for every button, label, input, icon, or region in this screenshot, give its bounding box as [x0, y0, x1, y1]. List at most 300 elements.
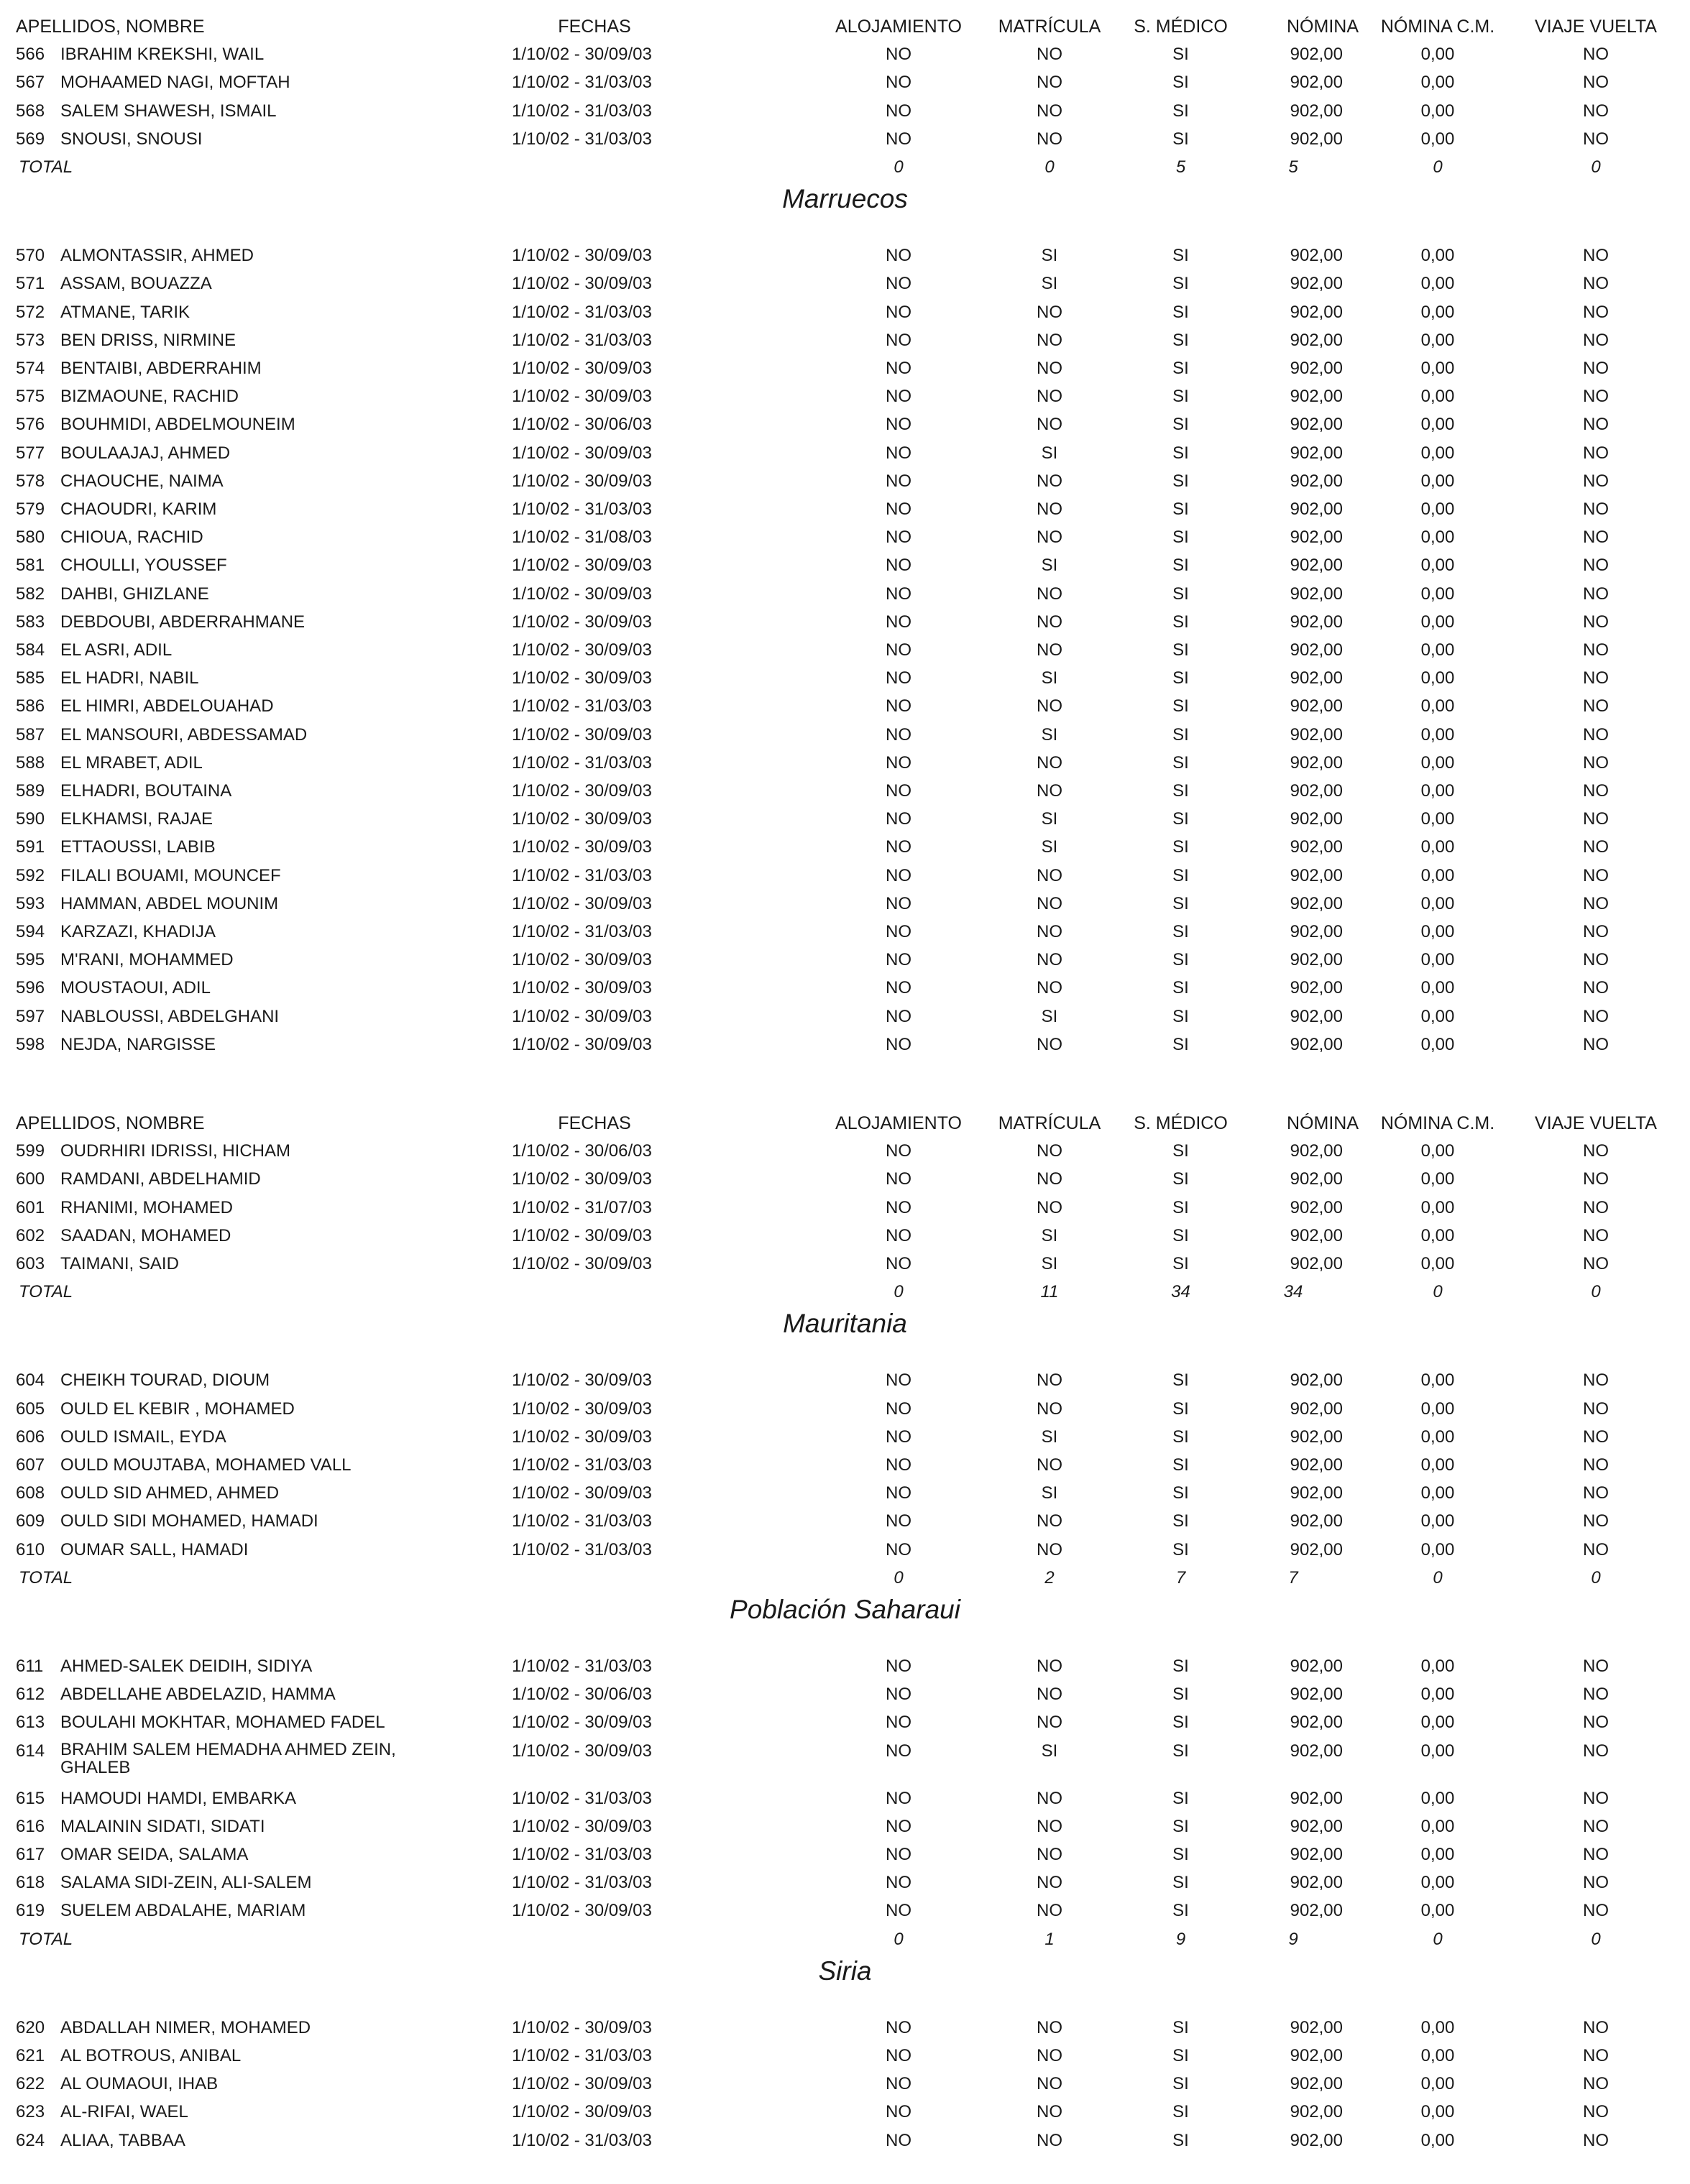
row-nomina: 902,00: [1290, 922, 1343, 941]
row-number: 596: [16, 978, 45, 998]
row-nomina: 902,00: [1290, 527, 1343, 548]
row-matricula: NO: [1037, 584, 1062, 604]
row-number: 575: [16, 387, 45, 407]
row-name: FILALI BOUAMI, MOUNCEF: [60, 865, 281, 885]
row-dates: 1/10/02 - 30/09/03: [512, 1427, 652, 1447]
row-number: 604: [16, 1370, 45, 1391]
row-nomina-cm: 0,00: [1420, 246, 1455, 266]
row-dates: 1/10/02 - 30/09/03: [512, 1901, 652, 1921]
row-number: 599: [16, 1141, 45, 1161]
row-dates: 1/10/02 - 30/09/03: [512, 837, 652, 857]
row-name: RHANIMI, MOHAMED: [60, 1197, 233, 1217]
row-nomina: 902,00: [1290, 809, 1343, 829]
row-nomina: 902,00: [1290, 1427, 1343, 1447]
row-dates: 1/10/02 - 30/09/03: [512, 668, 652, 688]
header-alojamiento: ALOJAMIENTO: [835, 1113, 962, 1133]
row-matricula: NO: [1037, 612, 1062, 632]
row-dates: 1/10/02 - 30/09/03: [512, 1713, 652, 1733]
total-value: 0: [1591, 1929, 1601, 1949]
row-nomina-cm: 0,00: [1420, 978, 1455, 998]
row-matricula: NO: [1037, 1169, 1062, 1189]
row-s-medico: SI: [1172, 387, 1189, 407]
row-nomina: 902,00: [1290, 950, 1343, 970]
row-nomina-cm: 0,00: [1420, 443, 1455, 463]
row-s-medico: SI: [1172, 1685, 1189, 1705]
row-viaje-vuelta: NO: [1583, 668, 1609, 688]
row-s-medico: SI: [1172, 2046, 1189, 2065]
row-viaje-vuelta: NO: [1583, 1901, 1609, 1921]
row-number: 573: [16, 330, 45, 350]
row-s-medico: SI: [1172, 1370, 1189, 1391]
row-viaje-vuelta: NO: [1583, 527, 1609, 548]
total-row: [0, 157, 1690, 185]
row-name: BOULAHI MOKHTAR, MOHAMED FADEL: [60, 1713, 385, 1733]
row-nomina-cm: 0,00: [1420, 724, 1455, 745]
table-row: [0, 499, 1690, 527]
row-nomina: 902,00: [1290, 2102, 1343, 2122]
row-viaje-vuelta: NO: [1583, 2130, 1609, 2150]
row-name: OULD SIDI MOHAMED, HAMADI: [60, 1511, 318, 1531]
row-nomina: 902,00: [1290, 1816, 1343, 1836]
table-row: [0, 1253, 1690, 1281]
row-dates: 1/10/02 - 30/09/03: [512, 950, 652, 970]
row-alojamiento: NO: [886, 499, 911, 519]
row-name: EL HADRI, NABIL: [60, 668, 199, 688]
row-viaje-vuelta: NO: [1583, 1845, 1609, 1864]
row-name: MOUSTAOUI, ADIL: [60, 978, 211, 998]
row-name: DEBDOUBI, ABDERRAHMANE: [60, 612, 306, 632]
row-name: OUMAR SALL, HAMADI: [60, 1539, 249, 1559]
row-dates: 1/10/02 - 30/09/03: [512, 612, 652, 632]
row-name: KARZAZI, KHADIJA: [60, 922, 216, 941]
row-s-medico: SI: [1172, 1511, 1189, 1531]
row-viaje-vuelta: NO: [1583, 129, 1609, 149]
row-viaje-vuelta: NO: [1583, 1370, 1609, 1391]
row-nomina-cm: 0,00: [1420, 330, 1455, 350]
row-nomina: 902,00: [1290, 1006, 1343, 1026]
row-nomina-cm: 0,00: [1420, 1197, 1455, 1217]
row-nomina: 902,00: [1290, 1713, 1343, 1733]
row-alojamiento: NO: [886, 1539, 911, 1559]
header-nomina: NÓMINA: [1287, 1113, 1359, 1133]
header-dates: FECHAS: [558, 17, 631, 37]
row-name: SAADAN, MOHAMED: [60, 1225, 231, 1245]
row-matricula: SI: [1041, 1006, 1058, 1026]
table-row: [0, 1455, 1690, 1483]
row-name: M'RANI, MOHAMMED: [60, 950, 234, 970]
row-alojamiento: NO: [886, 1169, 911, 1189]
row-alojamiento: NO: [886, 1713, 911, 1733]
row-alojamiento: NO: [886, 584, 911, 604]
table-row: [0, 386, 1690, 414]
row-nomina: 902,00: [1290, 45, 1343, 65]
row-alojamiento: NO: [886, 1845, 911, 1864]
row-nomina-cm: 0,00: [1420, 2102, 1455, 2122]
row-number: 612: [16, 1685, 45, 1705]
row-nomina: 902,00: [1290, 865, 1343, 885]
row-viaje-vuelta: NO: [1583, 893, 1609, 913]
total-label: TOTAL: [19, 1929, 73, 1949]
row-matricula: NO: [1037, 1901, 1062, 1921]
total-value: 9: [1175, 1929, 1186, 1949]
row-nomina-cm: 0,00: [1420, 837, 1455, 857]
row-nomina-cm: 0,00: [1420, 101, 1455, 121]
row-dates: 1/10/02 - 30/09/03: [512, 1370, 652, 1391]
row-number: 618: [16, 1873, 45, 1893]
row-name: CHAOUDRI, KARIM: [60, 499, 217, 519]
row-dates: 1/10/02 - 30/09/03: [512, 781, 652, 801]
row-nomina-cm: 0,00: [1420, 612, 1455, 632]
row-name: CHAOUCHE, NAIMA: [60, 471, 224, 491]
row-nomina-cm: 0,00: [1420, 640, 1455, 660]
row-matricula: SI: [1041, 837, 1058, 857]
row-nomina-cm: 0,00: [1420, 809, 1455, 829]
total-value: 34: [1283, 1282, 1303, 1302]
total-value: 0: [1591, 1567, 1601, 1588]
row-s-medico: SI: [1172, 1225, 1189, 1245]
row-nomina-cm: 0,00: [1420, 359, 1455, 378]
row-dates: 1/10/02 - 30/06/03: [512, 1141, 652, 1161]
row-matricula: NO: [1037, 1685, 1062, 1705]
row-s-medico: SI: [1172, 2017, 1189, 2037]
row-dates: 1/10/02 - 30/09/03: [512, 1399, 652, 1419]
header-viaje-vuelta: VIAJE VUELTA: [1535, 17, 1657, 37]
row-viaje-vuelta: NO: [1583, 1685, 1609, 1705]
table-row: [0, 837, 1690, 865]
row-alojamiento: NO: [886, 752, 911, 773]
row-nomina-cm: 0,00: [1420, 556, 1455, 576]
header-alojamiento: ALOJAMIENTO: [835, 17, 962, 37]
row-dates: 1/10/02 - 31/03/03: [512, 302, 652, 322]
row-nomina-cm: 0,00: [1420, 1483, 1455, 1503]
row-nomina-cm: 0,00: [1420, 73, 1455, 93]
row-alojamiento: NO: [886, 415, 911, 435]
row-nomina: 902,00: [1290, 359, 1343, 378]
row-nomina-cm: 0,00: [1420, 1427, 1455, 1447]
row-nomina: 902,00: [1290, 499, 1343, 519]
row-nomina-cm: 0,00: [1420, 302, 1455, 322]
row-name: OUDRHIRI IDRISSI, HICHAM: [60, 1141, 291, 1161]
row-nomina-cm: 0,00: [1420, 129, 1455, 149]
table-row: [0, 527, 1690, 555]
table-row: [0, 1197, 1690, 1225]
row-matricula: NO: [1037, 471, 1062, 491]
row-name: CHOULLI, YOUSSEF: [60, 556, 227, 576]
row-matricula: NO: [1037, 1873, 1062, 1893]
row-nomina-cm: 0,00: [1420, 1370, 1455, 1391]
row-dates: 1/10/02 - 30/06/03: [512, 1685, 652, 1705]
table-row: [0, 780, 1690, 808]
row-alojamiento: NO: [886, 1427, 911, 1447]
table-row: [0, 2130, 1690, 2158]
row-viaje-vuelta: NO: [1583, 1399, 1609, 1419]
row-alojamiento: NO: [886, 978, 911, 998]
table-row: [0, 752, 1690, 780]
row-nomina: 902,00: [1290, 443, 1343, 463]
row-s-medico: SI: [1172, 556, 1189, 576]
header-name: APELLIDOS, NOMBRE: [16, 17, 205, 37]
row-viaje-vuelta: NO: [1583, 556, 1609, 576]
row-s-medico: SI: [1172, 2130, 1189, 2150]
table-row: [0, 1656, 1690, 1684]
row-s-medico: SI: [1172, 1901, 1189, 1921]
row-number: 605: [16, 1399, 45, 1419]
row-dates: 1/10/02 - 31/03/03: [512, 1455, 652, 1475]
row-viaje-vuelta: NO: [1583, 1034, 1609, 1054]
row-alojamiento: NO: [886, 1225, 911, 1245]
row-viaje-vuelta: NO: [1583, 1539, 1609, 1559]
row-nomina: 902,00: [1290, 752, 1343, 773]
row-nomina-cm: 0,00: [1420, 499, 1455, 519]
row-name: ELKHAMSI, RAJAE: [60, 809, 213, 829]
row-s-medico: SI: [1172, 612, 1189, 632]
row-nomina: 902,00: [1290, 1901, 1343, 1921]
header-matricula: MATRÍCULA: [998, 17, 1101, 37]
row-s-medico: SI: [1172, 1741, 1189, 1761]
table-row: [0, 977, 1690, 1005]
row-nomina-cm: 0,00: [1420, 2046, 1455, 2065]
row-nomina-cm: 0,00: [1420, 781, 1455, 801]
row-name: OULD EL KEBIR , MOHAMED: [60, 1399, 295, 1419]
row-viaje-vuelta: NO: [1583, 443, 1609, 463]
row-number: 590: [16, 809, 45, 829]
row-nomina-cm: 0,00: [1420, 45, 1455, 65]
row-nomina-cm: 0,00: [1420, 1713, 1455, 1733]
table-row: [0, 1399, 1690, 1427]
row-matricula: NO: [1037, 640, 1062, 660]
row-nomina-cm: 0,00: [1420, 1254, 1455, 1273]
row-matricula: NO: [1037, 527, 1062, 548]
column-header-row: [0, 1112, 1690, 1141]
row-s-medico: SI: [1172, 640, 1189, 660]
row-nomina: 902,00: [1290, 101, 1343, 121]
row-matricula: NO: [1037, 1034, 1062, 1054]
table-row: [0, 1900, 1690, 1928]
table-row: [0, 1141, 1690, 1169]
row-nomina-cm: 0,00: [1420, 2130, 1455, 2150]
row-nomina: 902,00: [1290, 129, 1343, 149]
row-nomina: 902,00: [1290, 387, 1343, 407]
row-name: AL BOTROUS, ANIBAL: [60, 2046, 242, 2065]
row-dates: 1/10/02 - 30/09/03: [512, 1254, 652, 1273]
row-nomina-cm: 0,00: [1420, 2074, 1455, 2094]
row-viaje-vuelta: NO: [1583, 302, 1609, 322]
table-row: [0, 273, 1690, 301]
row-matricula: NO: [1037, 2017, 1062, 2037]
row-viaje-vuelta: NO: [1583, 922, 1609, 941]
row-s-medico: SI: [1172, 1713, 1189, 1733]
row-viaje-vuelta: NO: [1583, 415, 1609, 435]
row-alojamiento: NO: [886, 1370, 911, 1391]
row-matricula: NO: [1037, 415, 1062, 435]
row-dates: 1/10/02 - 31/08/03: [512, 527, 652, 548]
row-alojamiento: NO: [886, 330, 911, 350]
row-matricula: SI: [1041, 724, 1058, 745]
row-matricula: NO: [1037, 2130, 1062, 2150]
row-dates: 1/10/02 - 31/03/03: [512, 129, 652, 149]
row-nomina: 902,00: [1290, 1511, 1343, 1531]
row-nomina: 902,00: [1290, 612, 1343, 632]
row-dates: 1/10/02 - 30/09/03: [512, 246, 652, 266]
row-number: 595: [16, 950, 45, 970]
row-matricula: NO: [1037, 73, 1062, 93]
row-alojamiento: NO: [886, 1197, 911, 1217]
row-nomina: 902,00: [1290, 1197, 1343, 1217]
row-viaje-vuelta: NO: [1583, 752, 1609, 773]
row-s-medico: SI: [1172, 471, 1189, 491]
total-value: 0: [1591, 157, 1601, 177]
row-alojamiento: NO: [886, 2046, 911, 2065]
row-s-medico: SI: [1172, 1399, 1189, 1419]
row-nomina: 902,00: [1290, 1539, 1343, 1559]
row-s-medico: SI: [1172, 781, 1189, 801]
row-name: EL MANSOURI, ABDESSAMAD: [60, 724, 308, 745]
row-name: OULD SID AHMED, AHMED: [60, 1483, 280, 1503]
total-value: 0: [1591, 1282, 1601, 1302]
row-s-medico: SI: [1172, 1427, 1189, 1447]
row-viaje-vuelta: NO: [1583, 330, 1609, 350]
row-dates: 1/10/02 - 30/09/03: [512, 1169, 652, 1189]
row-number: 576: [16, 415, 45, 435]
row-matricula: NO: [1037, 922, 1062, 941]
row-nomina-cm: 0,00: [1420, 1006, 1455, 1026]
row-name: IBRAHIM KREKSHI, WAIL: [60, 45, 265, 65]
table-row: [0, 129, 1690, 157]
row-nomina-cm: 0,00: [1420, 584, 1455, 604]
row-name: ALMONTASSIR, AHMED: [60, 246, 254, 266]
row-nomina-cm: 0,00: [1420, 415, 1455, 435]
table-row: [0, 1169, 1690, 1197]
row-alojamiento: NO: [886, 302, 911, 322]
row-s-medico: SI: [1172, 1657, 1189, 1676]
total-value: 0: [894, 1282, 904, 1302]
row-matricula: NO: [1037, 752, 1062, 773]
row-alojamiento: NO: [886, 2074, 911, 2094]
row-name: NEJDA, NARGISSE: [60, 1034, 216, 1054]
row-nomina-cm: 0,00: [1420, 387, 1455, 407]
row-viaje-vuelta: NO: [1583, 2017, 1609, 2037]
row-alojamiento: NO: [886, 1006, 911, 1026]
row-nomina-cm: 0,00: [1420, 1873, 1455, 1893]
row-nomina: 902,00: [1290, 640, 1343, 660]
row-number: 577: [16, 443, 45, 463]
row-matricula: SI: [1041, 443, 1058, 463]
row-name: ASSAM, BOUAZZA: [60, 274, 212, 294]
row-alojamiento: NO: [886, 2017, 911, 2037]
row-viaje-vuelta: NO: [1583, 471, 1609, 491]
row-alojamiento: NO: [886, 837, 911, 857]
row-name: MOHAAMED NAGI, MOFTAH: [60, 73, 290, 93]
header-viaje-vuelta: VIAJE VUELTA: [1535, 1113, 1657, 1133]
row-name: ATMANE, TARIK: [60, 302, 190, 322]
row-matricula: NO: [1037, 1197, 1062, 1217]
row-nomina-cm: 0,00: [1420, 1845, 1455, 1864]
row-dates: 1/10/02 - 30/09/03: [512, 1034, 652, 1054]
row-viaje-vuelta: NO: [1583, 696, 1609, 717]
row-s-medico: SI: [1172, 1455, 1189, 1475]
row-nomina: 902,00: [1290, 1657, 1343, 1676]
column-header-row: [0, 16, 1690, 44]
row-viaje-vuelta: NO: [1583, 1788, 1609, 1808]
row-dates: 1/10/02 - 31/03/03: [512, 2130, 652, 2150]
row-alojamiento: NO: [886, 2130, 911, 2150]
row-viaje-vuelta: NO: [1583, 1427, 1609, 1447]
row-number: 591: [16, 837, 45, 857]
row-dates: 1/10/02 - 30/09/03: [512, 1816, 652, 1836]
row-nomina-cm: 0,00: [1420, 950, 1455, 970]
table-row: [0, 1370, 1690, 1398]
row-nomina-cm: 0,00: [1420, 1034, 1455, 1054]
row-alojamiento: NO: [886, 274, 911, 294]
row-alojamiento: NO: [886, 1511, 911, 1531]
row-nomina: 902,00: [1290, 668, 1343, 688]
row-matricula: NO: [1037, 1788, 1062, 1808]
row-alojamiento: NO: [886, 1455, 911, 1475]
row-viaje-vuelta: NO: [1583, 612, 1609, 632]
row-name: AL OUMAOUI, IHAB: [60, 2074, 219, 2094]
row-nomina: 902,00: [1290, 1399, 1343, 1419]
table-row: [0, 724, 1690, 752]
row-s-medico: SI: [1172, 1788, 1189, 1808]
total-value: 0: [1433, 157, 1443, 177]
row-viaje-vuelta: NO: [1583, 1741, 1609, 1761]
row-s-medico: SI: [1172, 1141, 1189, 1161]
row-s-medico: SI: [1172, 415, 1189, 435]
row-alojamiento: NO: [886, 640, 911, 660]
row-matricula: SI: [1041, 246, 1058, 266]
row-s-medico: SI: [1172, 527, 1189, 548]
row-alojamiento: NO: [886, 1741, 911, 1761]
row-alojamiento: NO: [886, 129, 911, 149]
row-matricula: NO: [1037, 387, 1062, 407]
row-dates: 1/10/02 - 31/03/03: [512, 865, 652, 885]
row-s-medico: SI: [1172, 950, 1189, 970]
row-number: 584: [16, 640, 45, 660]
table-row: [0, 1872, 1690, 1900]
row-nomina: 902,00: [1290, 330, 1343, 350]
row-number: 568: [16, 101, 45, 121]
table-row: [0, 443, 1690, 471]
row-viaje-vuelta: NO: [1583, 1713, 1609, 1733]
country-section-title: Población Saharaui: [730, 1595, 960, 1624]
row-number: 581: [16, 556, 45, 576]
table-row: [0, 1816, 1690, 1844]
row-viaje-vuelta: NO: [1583, 1169, 1609, 1189]
row-number: 621: [16, 2046, 45, 2065]
table-row: [0, 414, 1690, 442]
row-number: 613: [16, 1713, 45, 1733]
table-row: [0, 1712, 1690, 1740]
row-nomina: 902,00: [1290, 246, 1343, 266]
row-number: 608: [16, 1483, 45, 1503]
table-row: [0, 584, 1690, 612]
row-alojamiento: NO: [886, 893, 911, 913]
row-viaje-vuelta: NO: [1583, 73, 1609, 93]
row-number: 569: [16, 129, 45, 149]
row-number: 624: [16, 2130, 45, 2150]
row-dates: 1/10/02 - 30/09/03: [512, 387, 652, 407]
row-nomina-cm: 0,00: [1420, 752, 1455, 773]
row-name: OMAR SEIDA, SALAMA: [60, 1845, 249, 1864]
row-s-medico: SI: [1172, 101, 1189, 121]
row-matricula: NO: [1037, 2046, 1062, 2065]
row-name: TAIMANI, SAID: [60, 1254, 179, 1273]
row-matricula: SI: [1041, 1254, 1058, 1273]
row-nomina: 902,00: [1290, 2017, 1343, 2037]
row-alojamiento: NO: [886, 73, 911, 93]
row-alojamiento: NO: [886, 1816, 911, 1836]
header-nomina: NÓMINA: [1287, 17, 1359, 37]
